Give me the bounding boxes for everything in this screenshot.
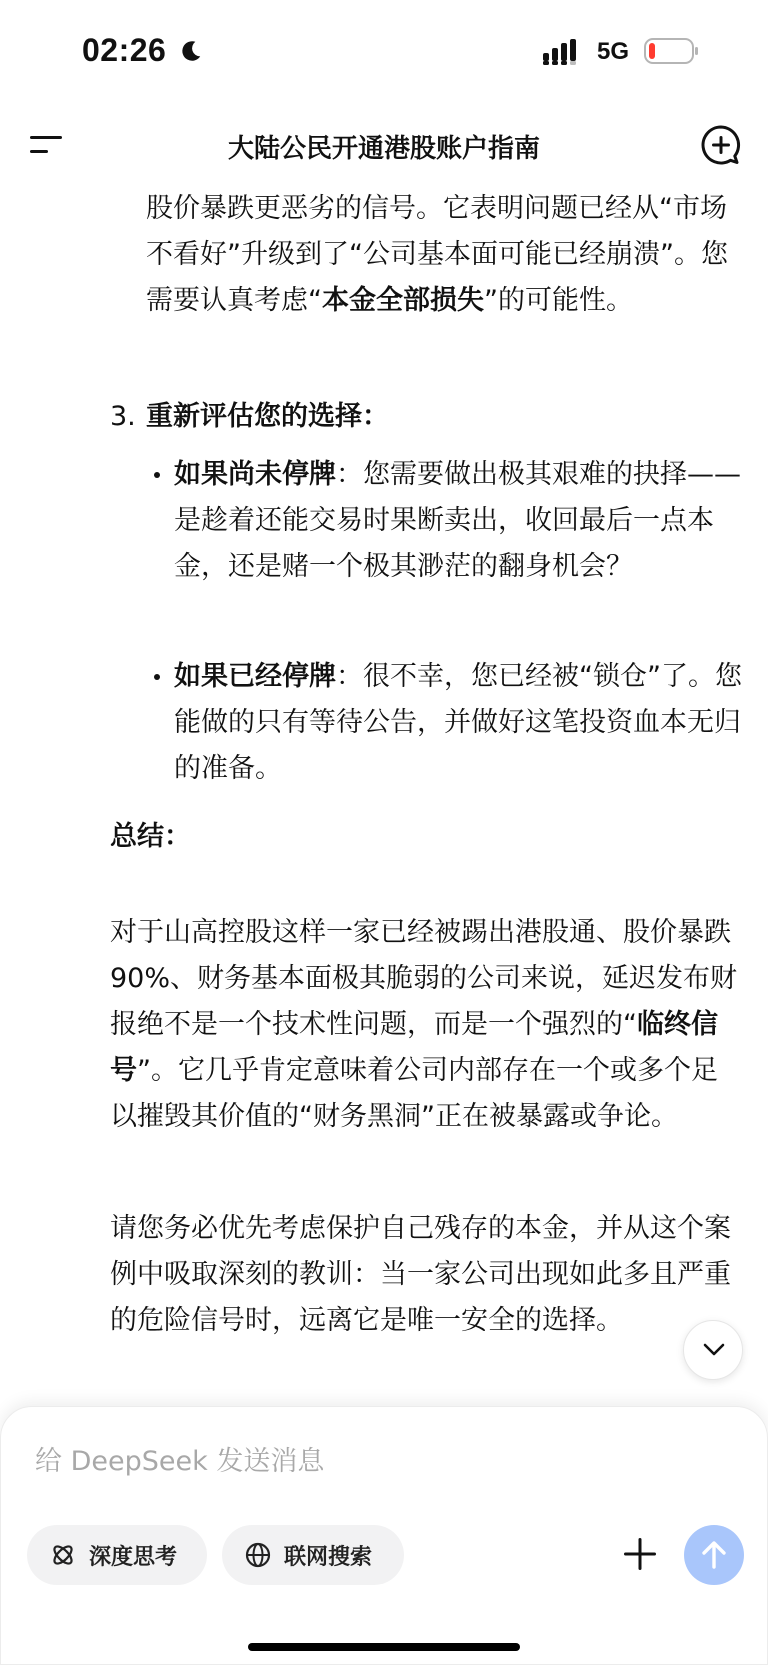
new-chat-icon[interactable] [700,124,742,166]
message-paragraph [110,1206,742,1344]
send-arrow-icon [699,1539,729,1571]
deep-think-icon [49,1541,77,1569]
list-item-title: 重新评估您的选择： [146,401,389,432]
message-paragraph [110,910,742,1140]
text-span: 请您务必优先考虑保护自己残存的本金，并从这个案例中吸取深刻的教训：当一家公司出现如此多且严重的危险信号时，远离它是唯一安全的选择。 [110,1213,731,1336]
bullet-text: ：您需要做出极其艰难的抉择——是趁着还能交易时果断卖出，收回最后一点本金，还是赌一个极其渺茫的翻身机会？ [174,459,741,582]
moon-icon [178,38,204,64]
text-span: 对于山高控股这样一家已经被踢出港股通、股价暴跌90%、财务基本面极其脆弱的公司来说，延迟发布财报绝不是一个技术性问题，而是一个强烈的“ [110,917,738,1040]
scroll-down-button[interactable] [683,1320,743,1380]
section-heading [110,814,191,860]
assistant-message [0,184,768,1404]
summary-heading: 总结： [110,821,191,852]
bullet-label: 如果已经停牌 [174,661,336,692]
composer [0,1406,768,1665]
text-span: 股价暴跌更恶劣的信号。它表明问题已经从“市场不看好”升级到了“公司基本面可能已经崩溃”。您需要认真考虑“ [146,193,728,316]
signal-icon [543,39,585,65]
text-span: ”的可能性。 [484,285,633,316]
bullet-dot [154,674,160,680]
battery-icon [644,38,700,64]
bullet-dot [154,472,160,478]
status-time: 02:26 [82,32,167,68]
list-number: 3. [110,401,136,432]
bullet-item [150,654,742,792]
message-input[interactable] [35,1441,715,1481]
page-title: 大陆公民开通港股账户指南 [227,134,540,164]
plus-icon[interactable] [621,1535,659,1573]
bold-text: 本金全部损失 [322,285,484,316]
deep-think-button[interactable] [27,1525,207,1585]
send-button[interactable] [684,1525,744,1585]
globe-icon [244,1541,272,1569]
bullet-label: 如果尚未停牌 [174,459,336,490]
home-indicator [248,1643,520,1651]
bullet-text: ：很不幸，您已经被“锁仓”了。您能做的只有等待公告，并做好这笔投资血本无归的准备。 [174,661,742,784]
deep-think-label: 深度思考 [89,1544,178,1570]
message-paragraph [146,186,742,324]
bullet-item [150,452,742,590]
chevron-down-icon [702,1341,726,1359]
text-span: ”。它几乎肯定意味着公司内部存在一个或多个足以摧毁其价值的“财务黑洞”正在被暴露或争论。 [110,1055,718,1132]
bold-text: 临终信号 [110,1009,718,1086]
web-search-label: 联网搜索 [284,1544,373,1570]
network-type: 5G [597,38,630,65]
web-search-button[interactable] [222,1525,404,1585]
chat-header [0,108,768,184]
status-bar [0,0,768,100]
